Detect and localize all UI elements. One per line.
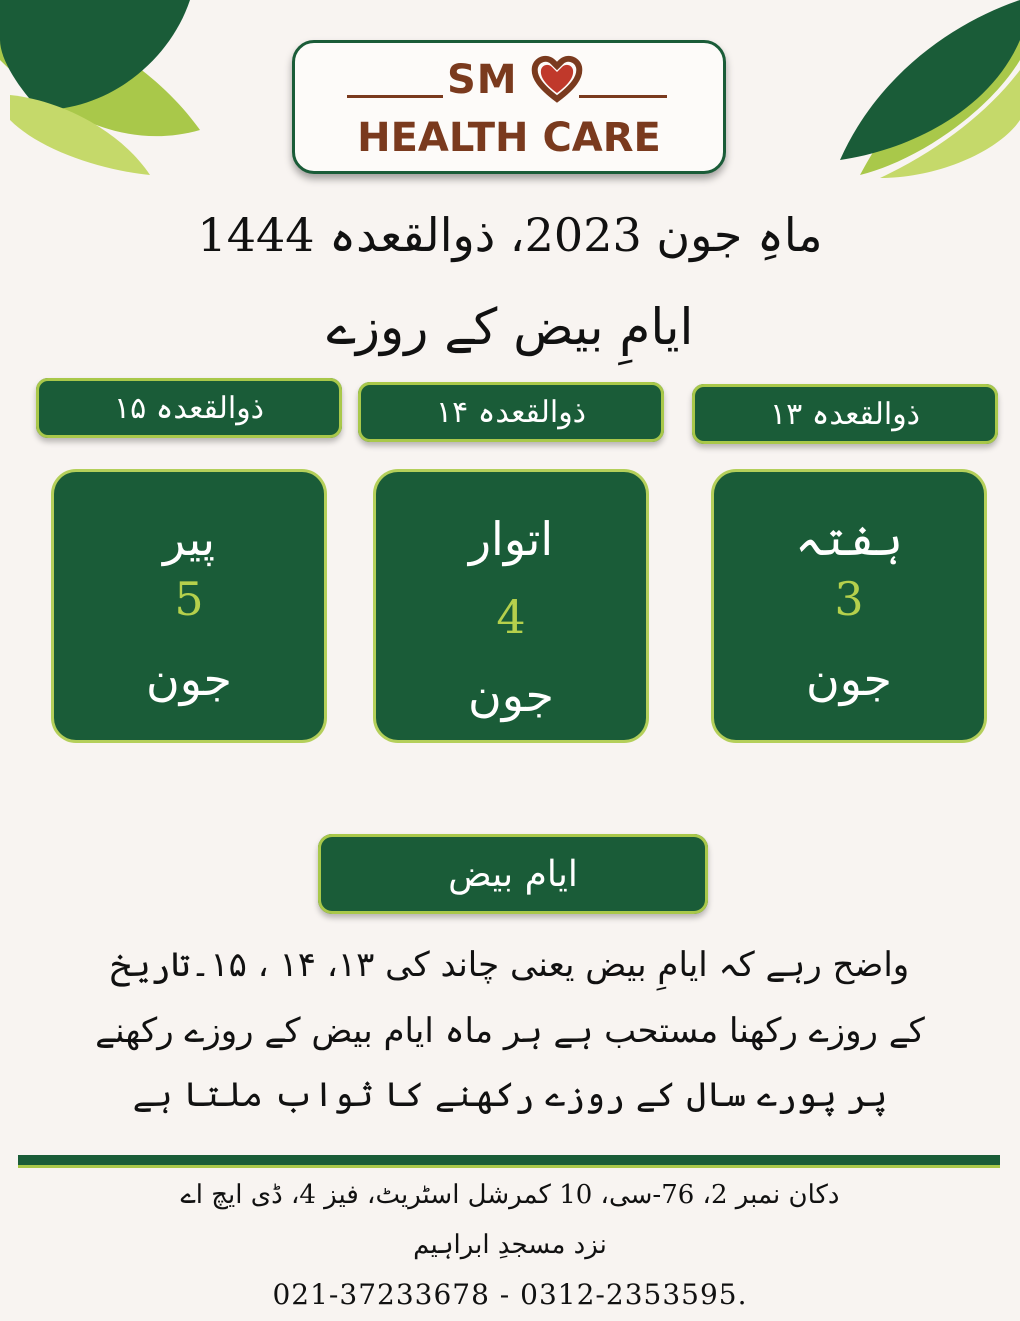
address-line-1: دکان نمبر 2، 76-سی، 10 کمرشل اسٹریٹ، فیز 4، ڈی ایچ اے [180,1180,840,1210]
day-month: جون [468,668,554,722]
logo-rule-right [579,95,667,98]
body-text-line-2: کے روزے رکھنا مستحب ہے ہر ماہ ایام بیض کے روزے رکھنے [95,1011,925,1051]
day-name: پیر [162,512,216,566]
header-tab-14: ذوالقعدہ ۱۴ [358,382,664,442]
leaf-decoration-left [0,0,200,180]
day-date: 3 [834,572,864,626]
logo-brand: SM [447,57,518,103]
header-tab-13: ذوالقعدہ ۱۳ [692,384,998,444]
logo-subtitle: HEALTH CARE [357,115,661,161]
page-title: ماہِ جون 2023، ذوالقعدہ 1444 [197,208,823,262]
day-card-monday [54,472,324,740]
day-date: 5 [174,572,204,626]
day-month: جون [806,652,892,706]
day-name: اتوار [468,512,554,566]
logo-rule-left [347,95,443,98]
day-name: ہفتہ [795,512,903,566]
phone-numbers: 021-37233678 - 0312-2353595. [272,1278,748,1311]
footer-divider [18,1155,1000,1168]
day-month: جون [146,652,232,706]
ayyam-bayz-tab: ایام بیض [318,834,708,914]
leaf-decoration-right [820,0,1020,180]
logo [292,40,726,174]
body-text-line-1: واضح رہے کہ ایامِ بیض یعنی چاند کی ۱۳، ۱۴ ، ۱۵۔تاریخ [110,945,910,985]
day-date: 4 [496,590,526,644]
header-tab-15: ذوالقعدہ ۱۵ [36,378,342,438]
body-text-line-3: پر پورے سال کے روزے رکھنے کا ثواب ملتا ہے [132,1075,888,1115]
heart-icon [531,53,583,105]
address-line-2: نزد مسجدِ ابراہیم [413,1230,607,1260]
day-card-saturday [714,472,984,740]
day-card-sunday [376,472,646,740]
page-subtitle: ایامِ بیض کے روزے [326,298,694,356]
